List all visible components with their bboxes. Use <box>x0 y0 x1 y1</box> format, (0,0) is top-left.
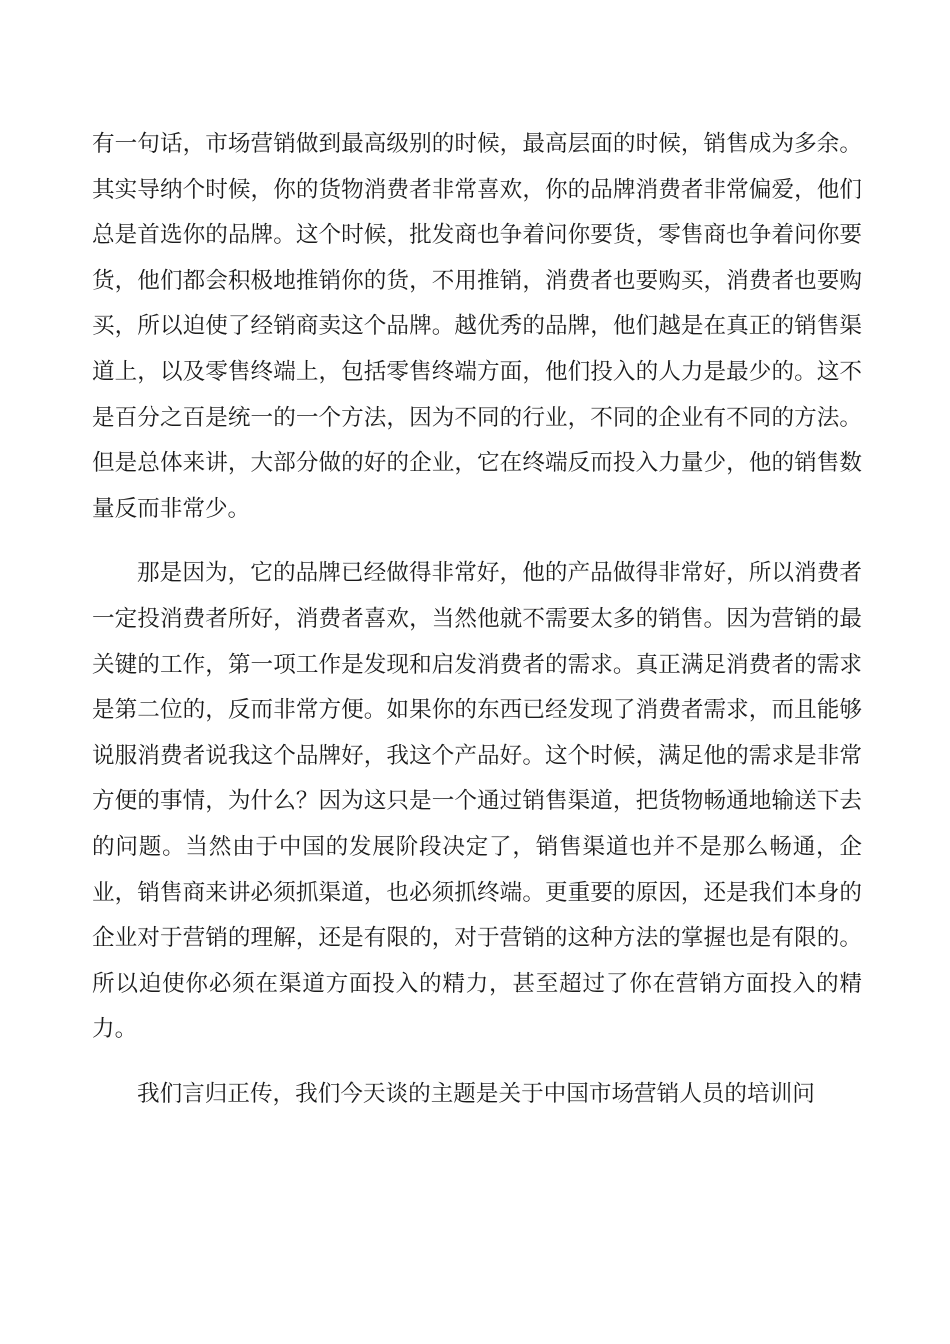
document-body <box>92 122 862 1136</box>
paragraph-3: 我们言归正传，我们今天谈的主题是关于中国市场营销人员的培训问 <box>137 1080 815 1107</box>
paragraph-2: 那是因为，它的品牌已经做得非常好，他的产品做得非常好，所以消费者一定投消费者所好，消费者喜欢，当然他就不需要太多的销售。因为营销的最关键的工作，第一项工作是发现和启发消费者的需求。真正满足消费者的需求是第二位的，反而非常方便。如果你的东西已经发现了消费者需求，而且能够说服消费者说我这个品牌好，我这个产品好。这个时候，满足他的需求是非常方便的事情，为什么？因为这只是一个通过销售渠道，把货物畅通地输送下去的问题。当然由于中国的发展阶段决定了，销售渠道也并不是那么畅通，企业，销售商来讲必须抓渠道，也必须抓终端。更重要的原因，还是我们本身的企业对于营销的理解，还是有限的，对于营销的这种方法的掌握也是有限的。所以迫使你必须在渠道方面投入的精力，甚至超过了你在营销方面投入的精力。 <box>92 560 862 1043</box>
paragraph-1: 有一句话，市场营销做到最高级别的时候，最高层面的时候，销售成为多余。其实导纳个时候，你的货物消费者非常喜欢，你的品牌消费者非常偏爱，他们总是首选你的品牌。这个时候，批发商也争着问你要货，零售商也争着问你要货，他们都会积极地推销你的货，不用推销，消费者也要购买，消费者也要购买，所以迫使了经销商卖这个品牌。越优秀的品牌，他们越是在真正的销售渠道上，以及零售终端上，包括零售终端方面，他们投入的人力是最少的。这不是百分之百是统一的一个方法，因为不同的行业，不同的企业有不同的方法。但是总体来讲，大部分做的好的企业，它在终端反而投入力量少，他的销售数量反而非常少。 <box>92 131 862 522</box>
